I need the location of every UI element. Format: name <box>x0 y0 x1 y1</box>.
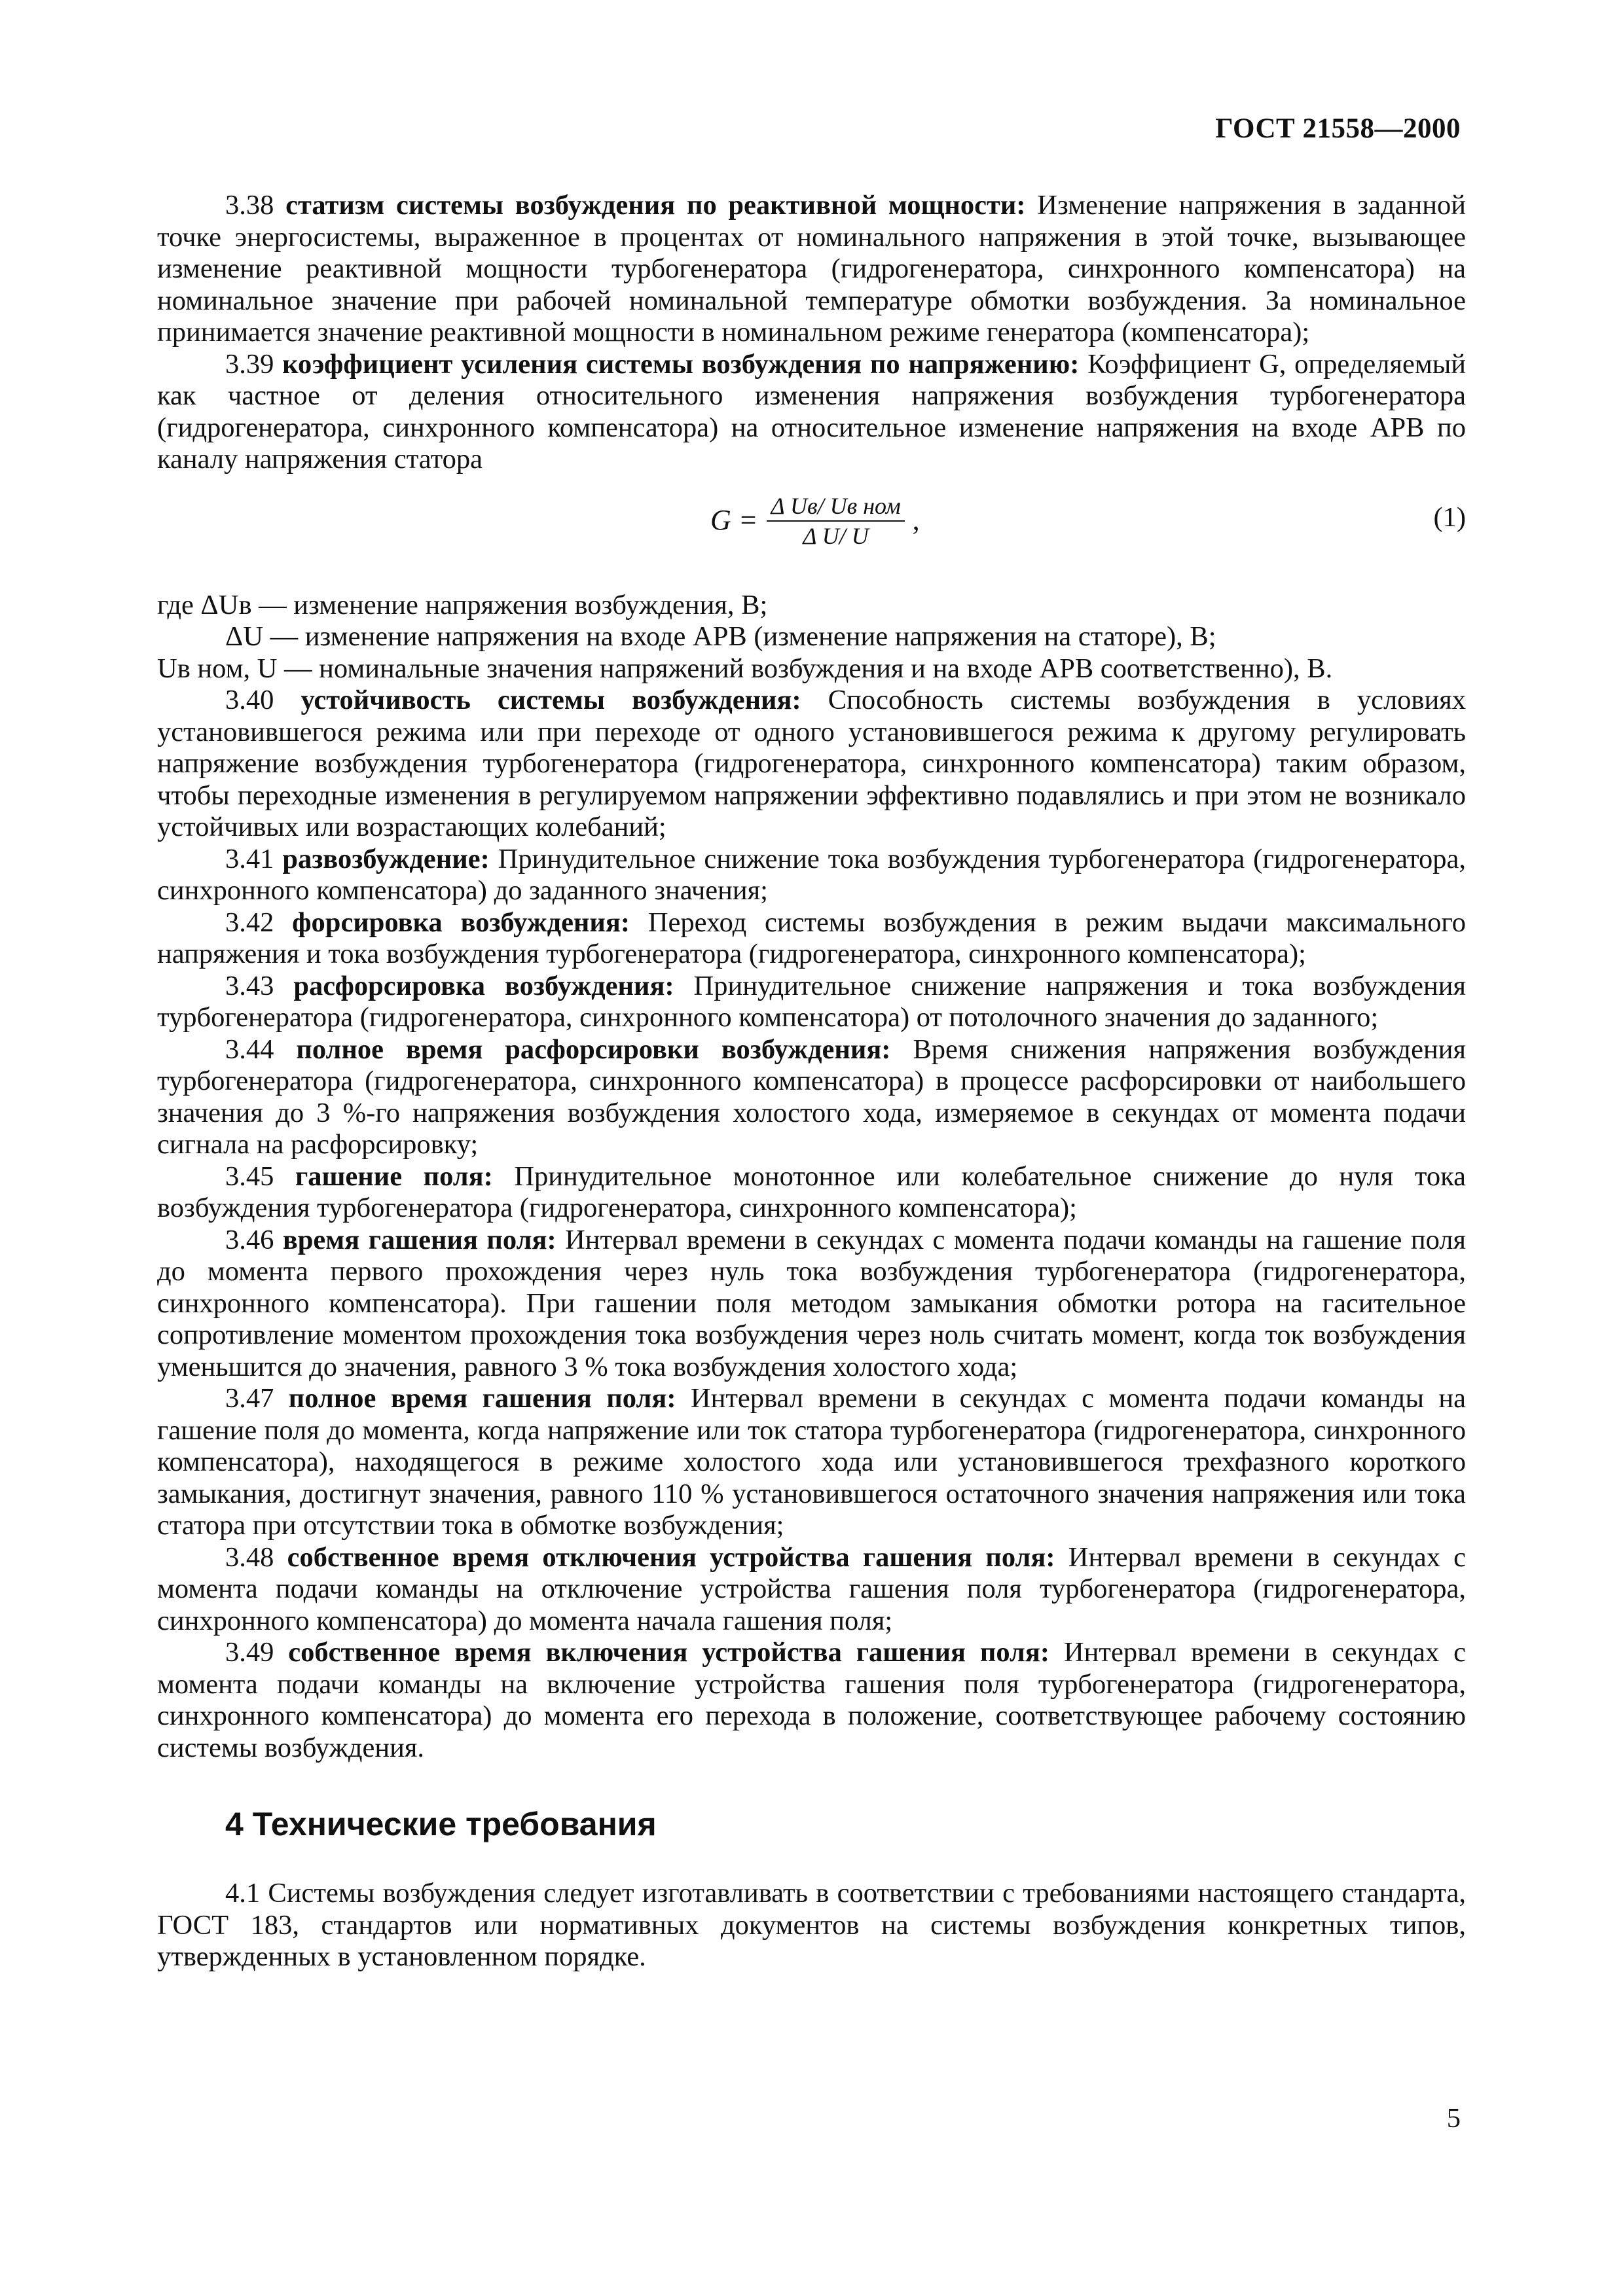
formula-legend <box>157 590 1466 685</box>
definition-item <box>157 685 1466 844</box>
formula-numerator: Δ Uв/ Uв ном <box>767 492 904 522</box>
definition-text: Интервал времени в секундах с момента подачи команды на включение устройства гашения поля турбогенератора (гидрогенератора, синхронного компенсатора) до момента его перехода в положение, соответствующее рабочему состоянию системы возбуждения. <box>157 1637 1467 1763</box>
definition-item <box>157 844 1466 907</box>
definition-term: форсировка возбуждения: <box>292 906 630 938</box>
definition-term: устойчивость системы возбуждения: <box>301 685 801 715</box>
definition-text: Переход системы возбуждения в режим выдачи максимального напряжения и тока возбуждения турбогенератора (гидрогенератора, синхронного компенсатора); <box>157 906 1467 969</box>
legend-line: Uв ном, U — номинальные значения напряжений возбуждения и на входе АРВ соответственно), В. <box>157 653 1333 684</box>
definition-term: полное время гашения поля: <box>288 1383 676 1414</box>
definition-item <box>157 190 1466 349</box>
formula-fraction <box>767 492 904 550</box>
definition-number: 3.44 <box>225 1033 274 1065</box>
paragraph-4-1: 4.1 Системы возбуждения следует изготавливать в соответствии с требованиями настоящего стандарта, ГОСТ 183, стандартов или нормативных документов на системы возбуждения конкретных типов, утвержденных в установленном порядке. <box>157 1878 1466 1972</box>
definition-number: 3.40 <box>225 685 274 715</box>
definition-number: 3.45 <box>225 1160 274 1192</box>
definition-item <box>157 349 1466 476</box>
definition-number: 3.38 <box>225 190 274 221</box>
definition-item <box>157 907 1466 971</box>
document-body <box>157 190 1466 1973</box>
definition-item <box>157 971 1466 1034</box>
definition-term: коэффициент усиления системы возбуждения по напряжению: <box>282 348 1080 380</box>
definition-term: расфорсировка возбуждения: <box>293 970 674 1001</box>
definition-number: 3.48 <box>225 1541 274 1573</box>
definition-text: Интервал времени в секундах с момента подачи команды на отключение устройства гашения поля турбогенератора (гидрогенератора, синхронного компенсатора) до момента начала гашения поля; <box>157 1541 1467 1636</box>
definition-term: статизм системы возбуждения по реактивной мощности: <box>285 190 1026 221</box>
formula-expression <box>710 492 920 550</box>
definition-text: Коэффициент G, определяемый как частное от деления относительного изменения напряжения возбуждения турбогенератора (гидрогенератора, синхронного компенсатора) на относительное изменение напряжения на входе АРВ по каналу напряжения статора <box>157 348 1467 475</box>
formula-trail: , <box>912 504 920 537</box>
definition-text: Принудительное монотонное или колебательное снижение до нуля тока возбуждения турбогенератора (гидрогенератора, синхронного компенсатора); <box>157 1160 1466 1223</box>
definition-text: Способность системы возбуждения в условиях установившегося режима или при переходе от одного установившегося режима к другому регулировать напряжение возбуждения турбогенератора (гидрогенератора, синхронного компенсатора) таким образом, чтобы переходные изменения в регулируемом напряжении эффективно подавлялись и при этом не возникало устойчивых или возрастающих колебаний; <box>157 685 1467 842</box>
definition-term: развозбуждение: <box>282 843 490 874</box>
definition-number: 3.46 <box>225 1224 274 1255</box>
legend-line: где ΔUв — изменение напряжения возбуждения, В; <box>157 589 768 620</box>
definition-term: собственное время отключения устройства гашения поля: <box>287 1541 1055 1573</box>
definition-text: Принудительное снижение тока возбуждения турбогенератора (гидрогенератора, синхронного компенсатора) до заданного значения; <box>157 843 1466 906</box>
definition-item <box>157 1383 1466 1542</box>
definition-number: 3.41 <box>225 843 274 874</box>
page-number: 5 <box>1446 2103 1461 2134</box>
definition-number: 3.47 <box>225 1383 274 1414</box>
legend-line: ΔU — изменение напряжения на входе АРВ (изменение напряжения на статоре), В; <box>225 621 1216 652</box>
definition-text: Принудительное снижение напряжения и тока возбуждения турбогенератора (гидрогенератора, синхронного компенсатора) от потолочного значения до заданного; <box>157 970 1466 1033</box>
definition-number: 3.49 <box>225 1637 274 1668</box>
definition-item <box>157 1034 1466 1161</box>
document-header: ГОСТ 21558—2000 <box>1215 113 1461 144</box>
definition-item <box>157 1161 1466 1225</box>
definition-text: Интервал времени в секундах с момента подачи команды на гашение поля до момента первого прохождения через нуль тока возбуждения турбогенератора (гидрогенератора, синхронного компенсатора). При гашении поля методом замыкания обмотки ротора на гасительное сопротивление моментом прохождения тока возбуждения через ноль считать момент, когда ток возбуждения уменьшится до значения, равного 3 % тока возбуждения холостого хода; <box>157 1224 1467 1382</box>
definition-number: 3.42 <box>225 906 274 938</box>
formula-1 <box>157 486 1466 584</box>
definitions-list-b <box>157 685 1466 1764</box>
definition-item <box>157 1542 1466 1638</box>
definition-text: Изменение напряжения в заданной точке энергосистемы, выраженное в процентах от номинального напряжения в этой точке, вызывающее изменение реактивной мощности турбогенератора (гидрогенератора, синхронного компенсатора) на номинальное значение при рабочей номинальной температуре обмотки возбуждения. За номинальное принимается значение реактивной мощности в номинальном режиме генератора (компенсатора); <box>157 190 1466 348</box>
definition-term: время гашения поля: <box>282 1224 556 1255</box>
formula-number: (1) <box>1433 501 1466 533</box>
definition-term: полное время расфорсировки возбуждения: <box>296 1033 891 1065</box>
definition-number: 3.39 <box>225 348 274 380</box>
definition-term: гашение поля: <box>295 1160 493 1192</box>
definition-item <box>157 1637 1466 1764</box>
definition-item <box>157 1225 1466 1384</box>
formula-lhs: G = <box>710 504 758 537</box>
definitions-list-a <box>157 190 1466 476</box>
definition-text: Интервал времени в секундах с момента подачи команды на гашение поля до момента, когда напряжение или ток статора турбогенератора (гидрогенератора, синхронного компенсатора), находящегося в режиме холостого хода или установившегося трехфазного короткого замыкания, достигнут значения, равного 110 % установившегося остаточного значения напряжения или тока статора при отсутствии тока в обмотке возбуждения; <box>157 1383 1467 1541</box>
formula-denominator: Δ U/ U <box>803 522 869 549</box>
definition-number: 3.43 <box>225 970 274 1001</box>
definition-text: Время снижения напряжения возбуждения турбогенератора (гидрогенератора, синхронного компенсатора) в процессе расфорсировки от наибольшего значения до 3 %-го напряжения возбуждения холостого хода, измеряемое в секундах от момента подачи сигнала на расфорсировку; <box>157 1033 1466 1160</box>
section-heading: 4 Технические требования <box>225 1806 657 1842</box>
definition-term: собственное время включения устройства гашения поля: <box>288 1637 1050 1668</box>
